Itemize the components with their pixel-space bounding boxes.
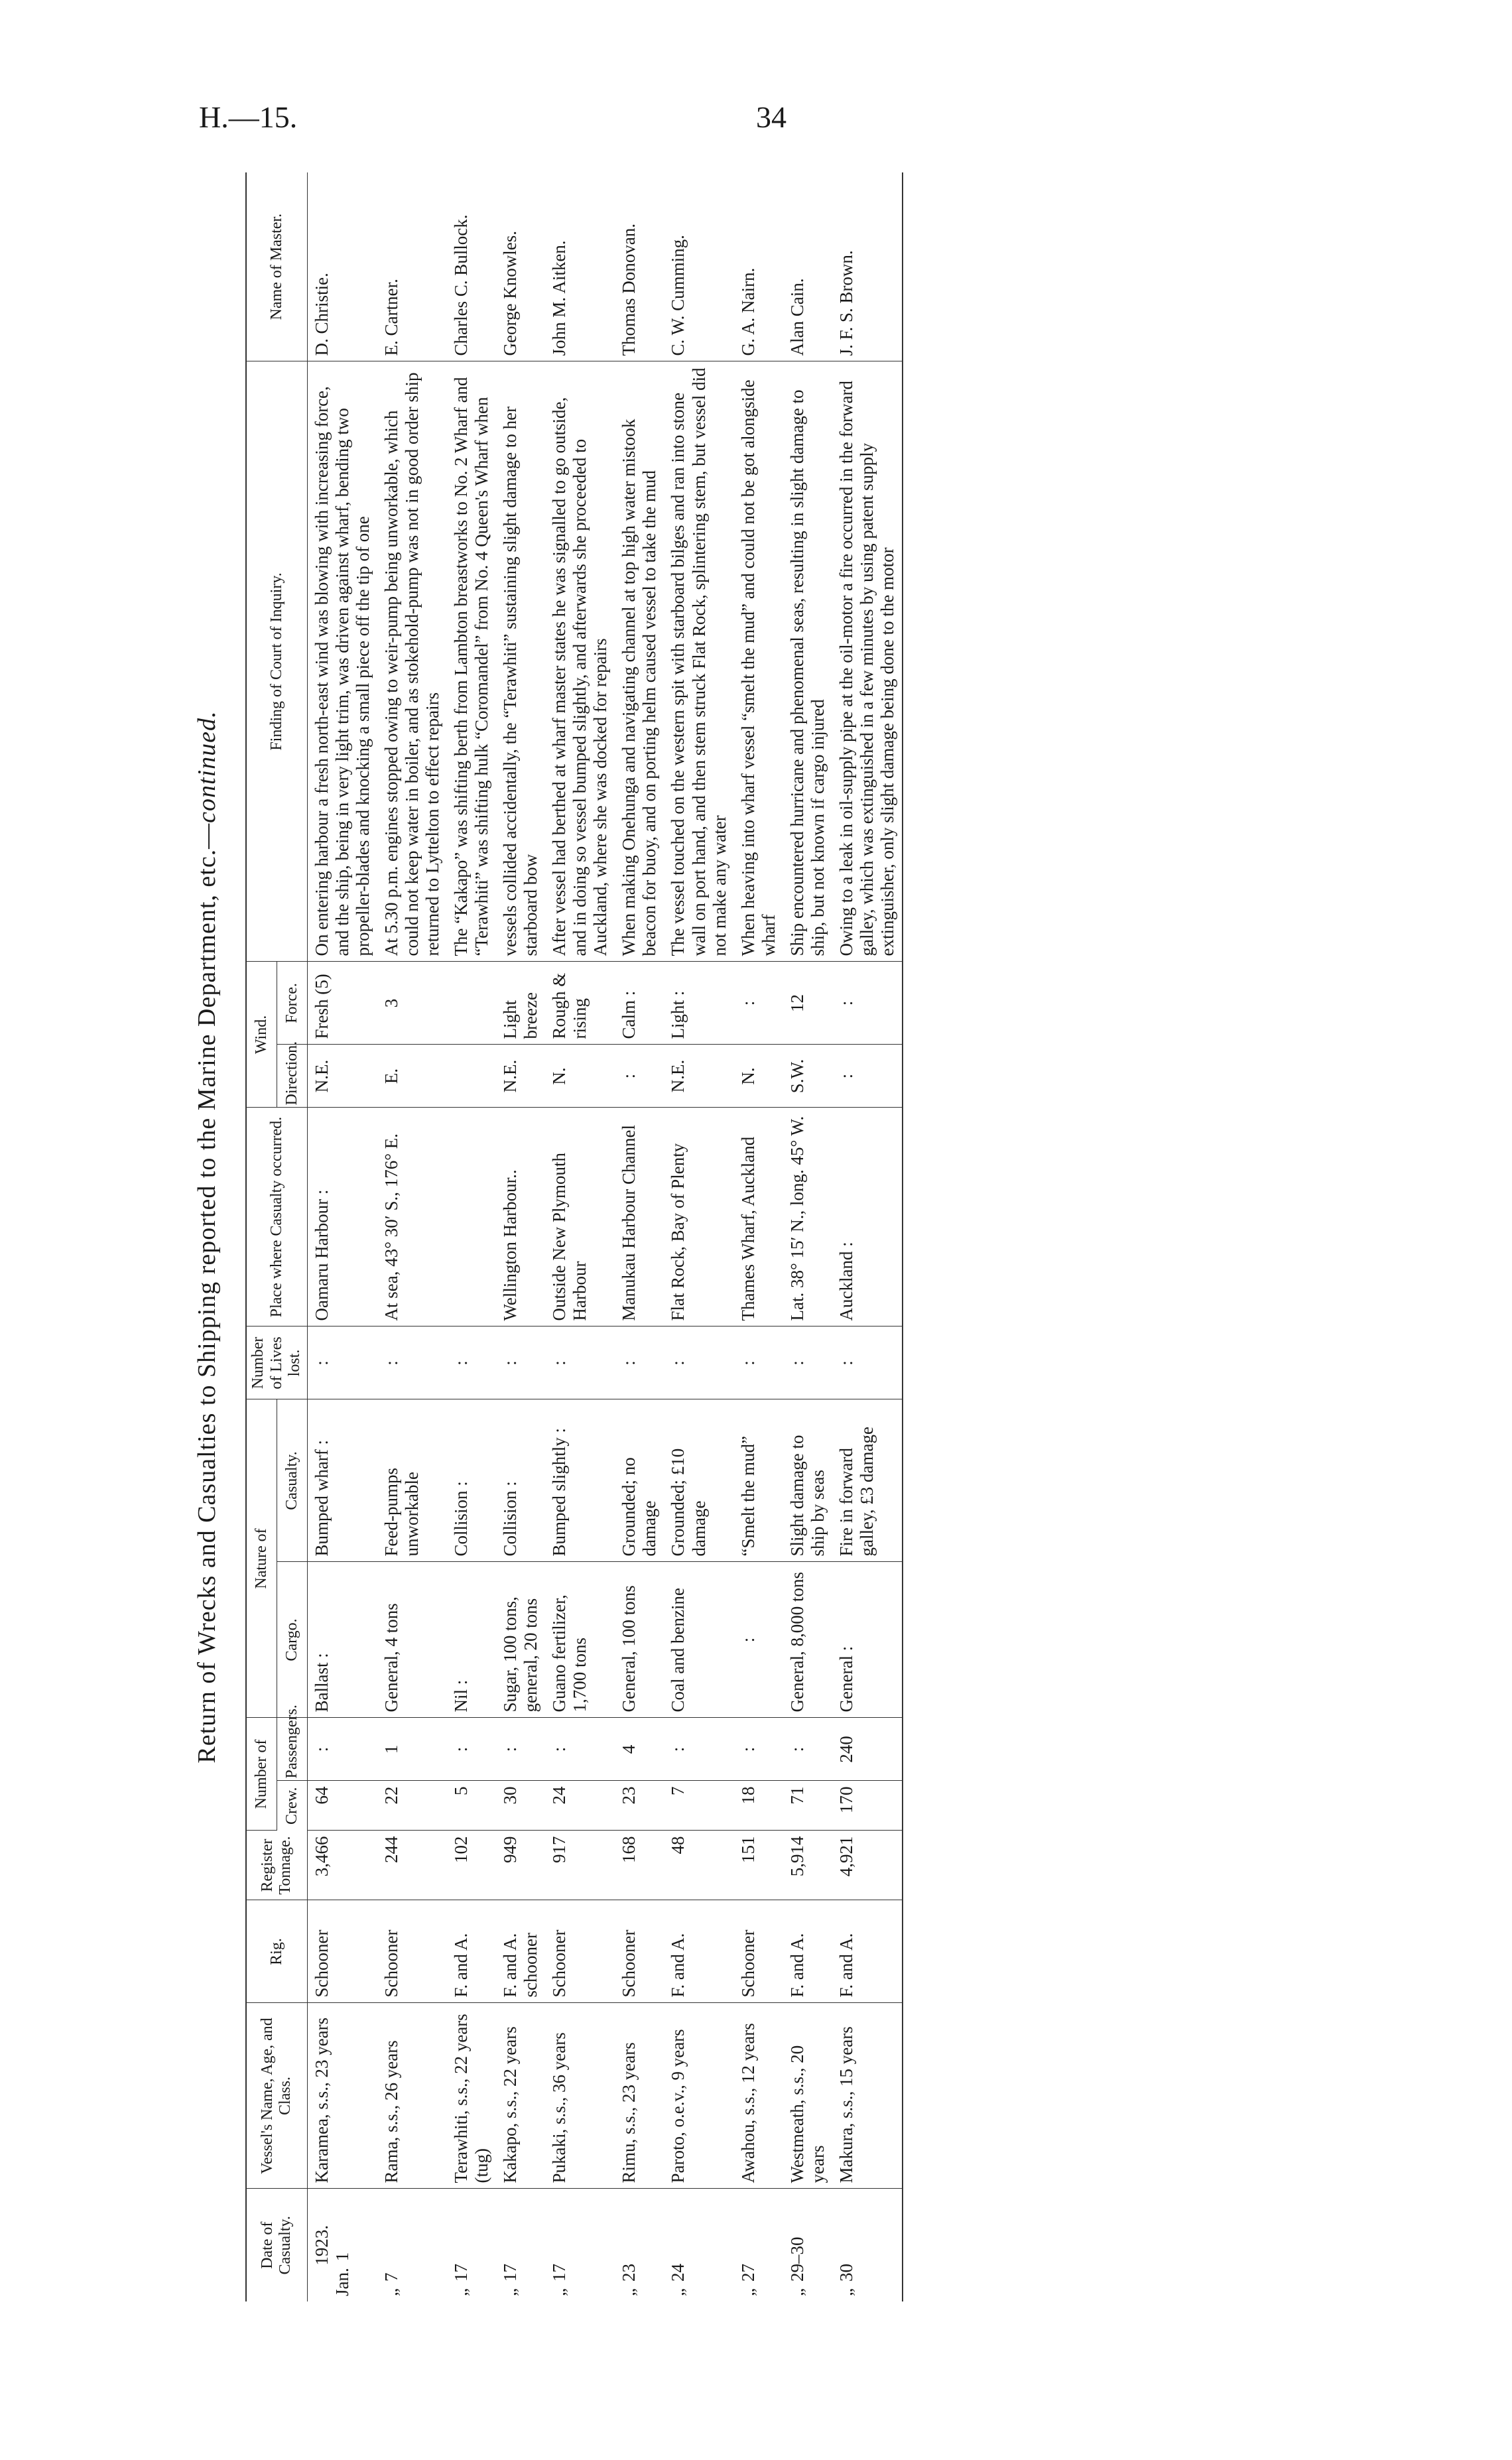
wind-force: 3 [377, 962, 447, 1045]
col-master: Name of Master. [246, 172, 307, 361]
date-cell [615, 2189, 664, 2301]
table-row [783, 172, 832, 2301]
passengers: : [734, 1718, 783, 1781]
master: E. Cartner. [377, 172, 447, 361]
finding: After vessel had berthed at wharf master states he was signalled to go outside, and in doing so vessel bumped slightly, and afterwards she proceeded to Auckland, where she was docked for repairs [545, 361, 615, 962]
date-cell [377, 2189, 447, 2301]
rig: Schooner [615, 1900, 664, 2003]
rotated-table-region [192, 172, 1253, 2301]
date-cell [496, 2189, 545, 2301]
wind-force: 12 [783, 962, 832, 1045]
rig: F. and A. [783, 1900, 832, 2003]
finding: The vessel touched on the western spit with starboard bilges and ran into stone wall on port hand, and then stem struck Flat Rock, splintering stem, but vessel did not make any water [664, 361, 733, 962]
table-row [496, 172, 545, 2301]
lives-lost: : [377, 1327, 447, 1399]
finding: On entering harbour a fresh north-east wind was blowing with increasing force, and the ship, being in very light trim, was driven against wharf, bending two propeller-blades and knocking a small piece off the tip of one [307, 361, 377, 962]
day: 29–30 [787, 2236, 807, 2282]
wind-force [447, 962, 496, 1045]
vessel: Rama, s.s., 26 years [377, 2003, 447, 2189]
passengers: 1 [377, 1718, 447, 1781]
tonnage: 102 [447, 1831, 496, 1900]
rig: Schooner [377, 1900, 447, 2003]
wind-direction: S.W. [783, 1045, 832, 1108]
casualty: Feed-pumps unworkable [377, 1399, 447, 1562]
col-place: Place where Casualty occurred. [246, 1108, 307, 1327]
cargo: Ballast : [307, 1562, 377, 1718]
date-cell [307, 2189, 377, 2301]
wind-direction: : [832, 1045, 903, 1108]
cargo: Coal and benzine [664, 1562, 733, 1718]
month: „ [549, 2288, 570, 2296]
tonnage: 917 [545, 1831, 615, 1900]
day: 1 [332, 2252, 352, 2262]
casualty: Collision : [447, 1399, 496, 1562]
title-suffix: continued. [193, 710, 221, 823]
col-rig: Rig. [246, 1900, 307, 2003]
rig: Schooner [545, 1900, 615, 2003]
page-number: 34 [756, 100, 787, 134]
place: Wellington Harbour.. [496, 1108, 545, 1327]
table-row [832, 172, 903, 2301]
vessel: Westmeath, s.s., 20 years [783, 2003, 832, 2189]
finding: The “Kakapo” was shifting berth from Lambton breastworks to No. 2 Wharf and “Terawhiti” was shifting hulk “Coromandel” from No. 4 Queen's Wharf when [447, 361, 496, 962]
crew: 64 [307, 1781, 377, 1831]
month: „ [668, 2288, 688, 2296]
casualty: Fire in forward galley, £3 damage [832, 1399, 903, 1562]
cargo: Sugar, 100 tons, general, 20 tons [496, 1562, 545, 1718]
header-code: H.—15. [199, 100, 298, 134]
lives-lost: : [447, 1327, 496, 1399]
col-tonnage: Register Tonnage. [246, 1831, 307, 1900]
crew: 22 [377, 1781, 447, 1831]
finding: Ship encountered hurricane and phenomenal seas, resulting in slight damage to ship, but not known if cargo injured [783, 361, 832, 962]
casualty-table [245, 172, 903, 2301]
place: Manukau Harbour Channel [615, 1108, 664, 1327]
casualty: Bumped wharf : [307, 1399, 377, 1562]
casualty: Grounded; no damage [615, 1399, 664, 1562]
crew: 170 [832, 1781, 903, 1831]
finding: When heaving into wharf vessel “smelt the mud” and could not be got alongside wharf [734, 361, 783, 962]
place: Lat. 38° 15′ N., long. 45° W. [783, 1108, 832, 1327]
date-cell [545, 2189, 615, 2301]
master: Thomas Donovan. [615, 172, 664, 361]
passengers: : [496, 1718, 545, 1781]
table-row [734, 172, 783, 2301]
master: Charles C. Bullock. [447, 172, 496, 361]
passengers: 4 [615, 1718, 664, 1781]
passengers: : [783, 1718, 832, 1781]
place [447, 1108, 496, 1327]
month: „ [451, 2288, 472, 2296]
cargo: General, 4 tons [377, 1562, 447, 1718]
wind-force: Light breeze [496, 962, 545, 1045]
place: Thames Wharf, Auckland [734, 1108, 783, 1327]
day: 27 [737, 2264, 758, 2282]
wind-direction: : [615, 1045, 664, 1108]
casualty: Grounded; £10 damage [664, 1399, 733, 1562]
wind-direction: N. [545, 1045, 615, 1108]
month: „ [381, 2288, 401, 2296]
tonnage: 151 [734, 1831, 783, 1900]
crew: 23 [615, 1781, 664, 1831]
col-force: Force. [277, 962, 307, 1045]
finding: When making Onehunga and navigating channel at top high water mistook beacon for buoy, and on porting helm caused vessel to take the mud [615, 361, 664, 962]
col-number-of: Number of [246, 1718, 277, 1831]
day: 17 [451, 2264, 472, 2282]
crew: 7 [664, 1781, 733, 1831]
place: Outside New Plymouth Harbour [545, 1108, 615, 1327]
day: 24 [668, 2264, 688, 2282]
wind-direction: E. [377, 1045, 447, 1108]
table-row [377, 172, 447, 2301]
table-row [545, 172, 615, 2301]
vessel: Paroto, o.e.v., 9 years [664, 2003, 733, 2189]
rig: F. and A. [664, 1900, 733, 2003]
title-main: Return of Wrecks and Casualties to Shipping reported to the Marine Department, etc.— [193, 822, 221, 1764]
vessel: Rimu, s.s., 23 years [615, 2003, 664, 2189]
passengers: 240 [832, 1718, 903, 1781]
wind-direction: N. [734, 1045, 783, 1108]
day: 7 [381, 2272, 401, 2282]
date-cell [447, 2189, 496, 2301]
rig: Schooner [307, 1900, 377, 2003]
tonnage: 244 [377, 1831, 447, 1900]
rig: F. and A. schooner [496, 1900, 545, 2003]
tonnage: 3,466 [307, 1831, 377, 1900]
table-row [664, 172, 733, 2301]
date-cell [783, 2189, 832, 2301]
rig: Schooner [734, 1900, 783, 2003]
month: Jan. [332, 2268, 352, 2296]
wind-direction: N.E. [307, 1045, 377, 1108]
crew: 18 [734, 1781, 783, 1831]
casualty: Bumped slightly : [545, 1399, 615, 1562]
table-title [192, 172, 221, 2301]
vessel: Awahou, s.s., 12 years [734, 2003, 783, 2189]
master: John M. Aitken. [545, 172, 615, 361]
master: Alan Cain. [783, 172, 832, 361]
vessel: Makura, s.s., 15 years [832, 2003, 903, 2189]
place: Oamaru Harbour : [307, 1108, 377, 1327]
crew: 24 [545, 1781, 615, 1831]
tonnage: 4,921 [832, 1831, 903, 1900]
date-cell [734, 2189, 783, 2301]
cargo: General, 8,000 tons [783, 1562, 832, 1718]
col-lives: Number of Lives lost. [246, 1327, 307, 1399]
rig: F. and A. [832, 1900, 903, 2003]
tonnage: 5,914 [783, 1831, 832, 1900]
col-direction: Direction. [277, 1045, 307, 1108]
table-row [447, 172, 496, 2301]
crew: 71 [783, 1781, 832, 1831]
vessel: Kakapo, s.s., 22 years [496, 2003, 545, 2189]
vessel: Terawhiti, s.s., 22 years (tug) [447, 2003, 496, 2189]
lives-lost: : [496, 1327, 545, 1399]
wind-direction: N.E. [664, 1045, 733, 1108]
master: G. A. Nairn. [734, 172, 783, 361]
finding: At 5.30 p.m. engines stopped owing to weir-pump being unworkable, which could not keep water in boiler, and as stokehold-pump was not in good order ship returned to Lyttelton to effect repairs [377, 361, 447, 962]
wind-force: Rough & rising [545, 962, 615, 1045]
wind-force: : [832, 962, 903, 1045]
tonnage: 168 [615, 1831, 664, 1900]
cargo: General, 100 tons [615, 1562, 664, 1718]
tonnage: 949 [496, 1831, 545, 1900]
passengers: : [447, 1718, 496, 1781]
col-passengers: Passengers. [277, 1718, 307, 1781]
month: „ [500, 2288, 521, 2296]
lives-lost: : [664, 1327, 733, 1399]
date-cell [832, 2189, 903, 2301]
crew: 30 [496, 1781, 545, 1831]
place: Flat Rock, Bay of Plenty [664, 1108, 733, 1327]
lives-lost: : [615, 1327, 664, 1399]
col-nature-of: Nature of [246, 1399, 277, 1718]
day: 30 [836, 2264, 856, 2282]
wind-force: Fresh (5) [307, 962, 377, 1045]
col-date: Date of Casualty. [246, 2189, 307, 2301]
table-row [307, 172, 377, 2301]
finding: Owing to a leak in oil-supply pipe at the oil-motor a fire occurred in the forward galley, which was extinguished in a few minutes by using patent supply extinguisher, only slight damage being done to the motor [832, 361, 903, 962]
rig: F. and A. [447, 1900, 496, 2003]
crew: 5 [447, 1781, 496, 1831]
vessel: Pukaki, s.s., 36 years [545, 2003, 615, 2189]
tonnage: 48 [664, 1831, 733, 1900]
wind-force: Light : [664, 962, 733, 1045]
col-finding: Finding of Court of Inquiry. [246, 361, 307, 962]
lives-lost: : [832, 1327, 903, 1399]
col-cargo: Cargo. [277, 1562, 307, 1718]
place: Auckland : [832, 1108, 903, 1327]
year-label: 1923. [311, 2225, 332, 2266]
wind-direction [447, 1045, 496, 1108]
day: 17 [549, 2264, 570, 2282]
master: George Knowles. [496, 172, 545, 361]
day: 23 [619, 2264, 639, 2282]
cargo: Nil : [447, 1562, 496, 1718]
day: 17 [500, 2264, 521, 2282]
casualty: Slight damage to ship by seas [783, 1399, 832, 1562]
wind-direction: N.E. [496, 1045, 545, 1108]
place: At sea, 43° 30′ S., 176° E. [377, 1108, 447, 1327]
date-cell [664, 2189, 733, 2301]
col-vessel: Vessel's Name, Age, and Class. [246, 2003, 307, 2189]
month: „ [619, 2288, 639, 2296]
wind-force: Calm : [615, 962, 664, 1045]
wind-force: : [734, 962, 783, 1045]
lives-lost: : [783, 1327, 832, 1399]
vessel: Karamea, s.s., 23 years [307, 2003, 377, 2189]
master: D. Christie. [307, 172, 377, 361]
cargo: Guano fertilizer, 1,700 tons [545, 1562, 615, 1718]
cargo: General : [832, 1562, 903, 1718]
passengers: : [545, 1718, 615, 1781]
col-crew: Crew. [277, 1781, 307, 1831]
master: J. F. S. Brown. [832, 172, 903, 361]
master: C. W. Cumming. [664, 172, 733, 361]
lives-lost: : [734, 1327, 783, 1399]
cargo: : [734, 1562, 783, 1718]
lives-lost: : [545, 1327, 615, 1399]
month: „ [787, 2288, 807, 2296]
col-wind: Wind. [246, 962, 277, 1108]
passengers: : [307, 1718, 377, 1781]
lives-lost: : [307, 1327, 377, 1399]
casualty: “Smelt the mud” [734, 1399, 783, 1562]
finding: vessels collided accidentally, the “Terawhiti” sustaining slight damage to her starboard bow [496, 361, 545, 962]
table-row [615, 172, 664, 2301]
col-casualty: Casualty. [277, 1399, 307, 1562]
casualty: Collision : [496, 1399, 545, 1562]
month: „ [737, 2288, 758, 2296]
passengers: : [664, 1718, 733, 1781]
month: „ [836, 2288, 856, 2296]
